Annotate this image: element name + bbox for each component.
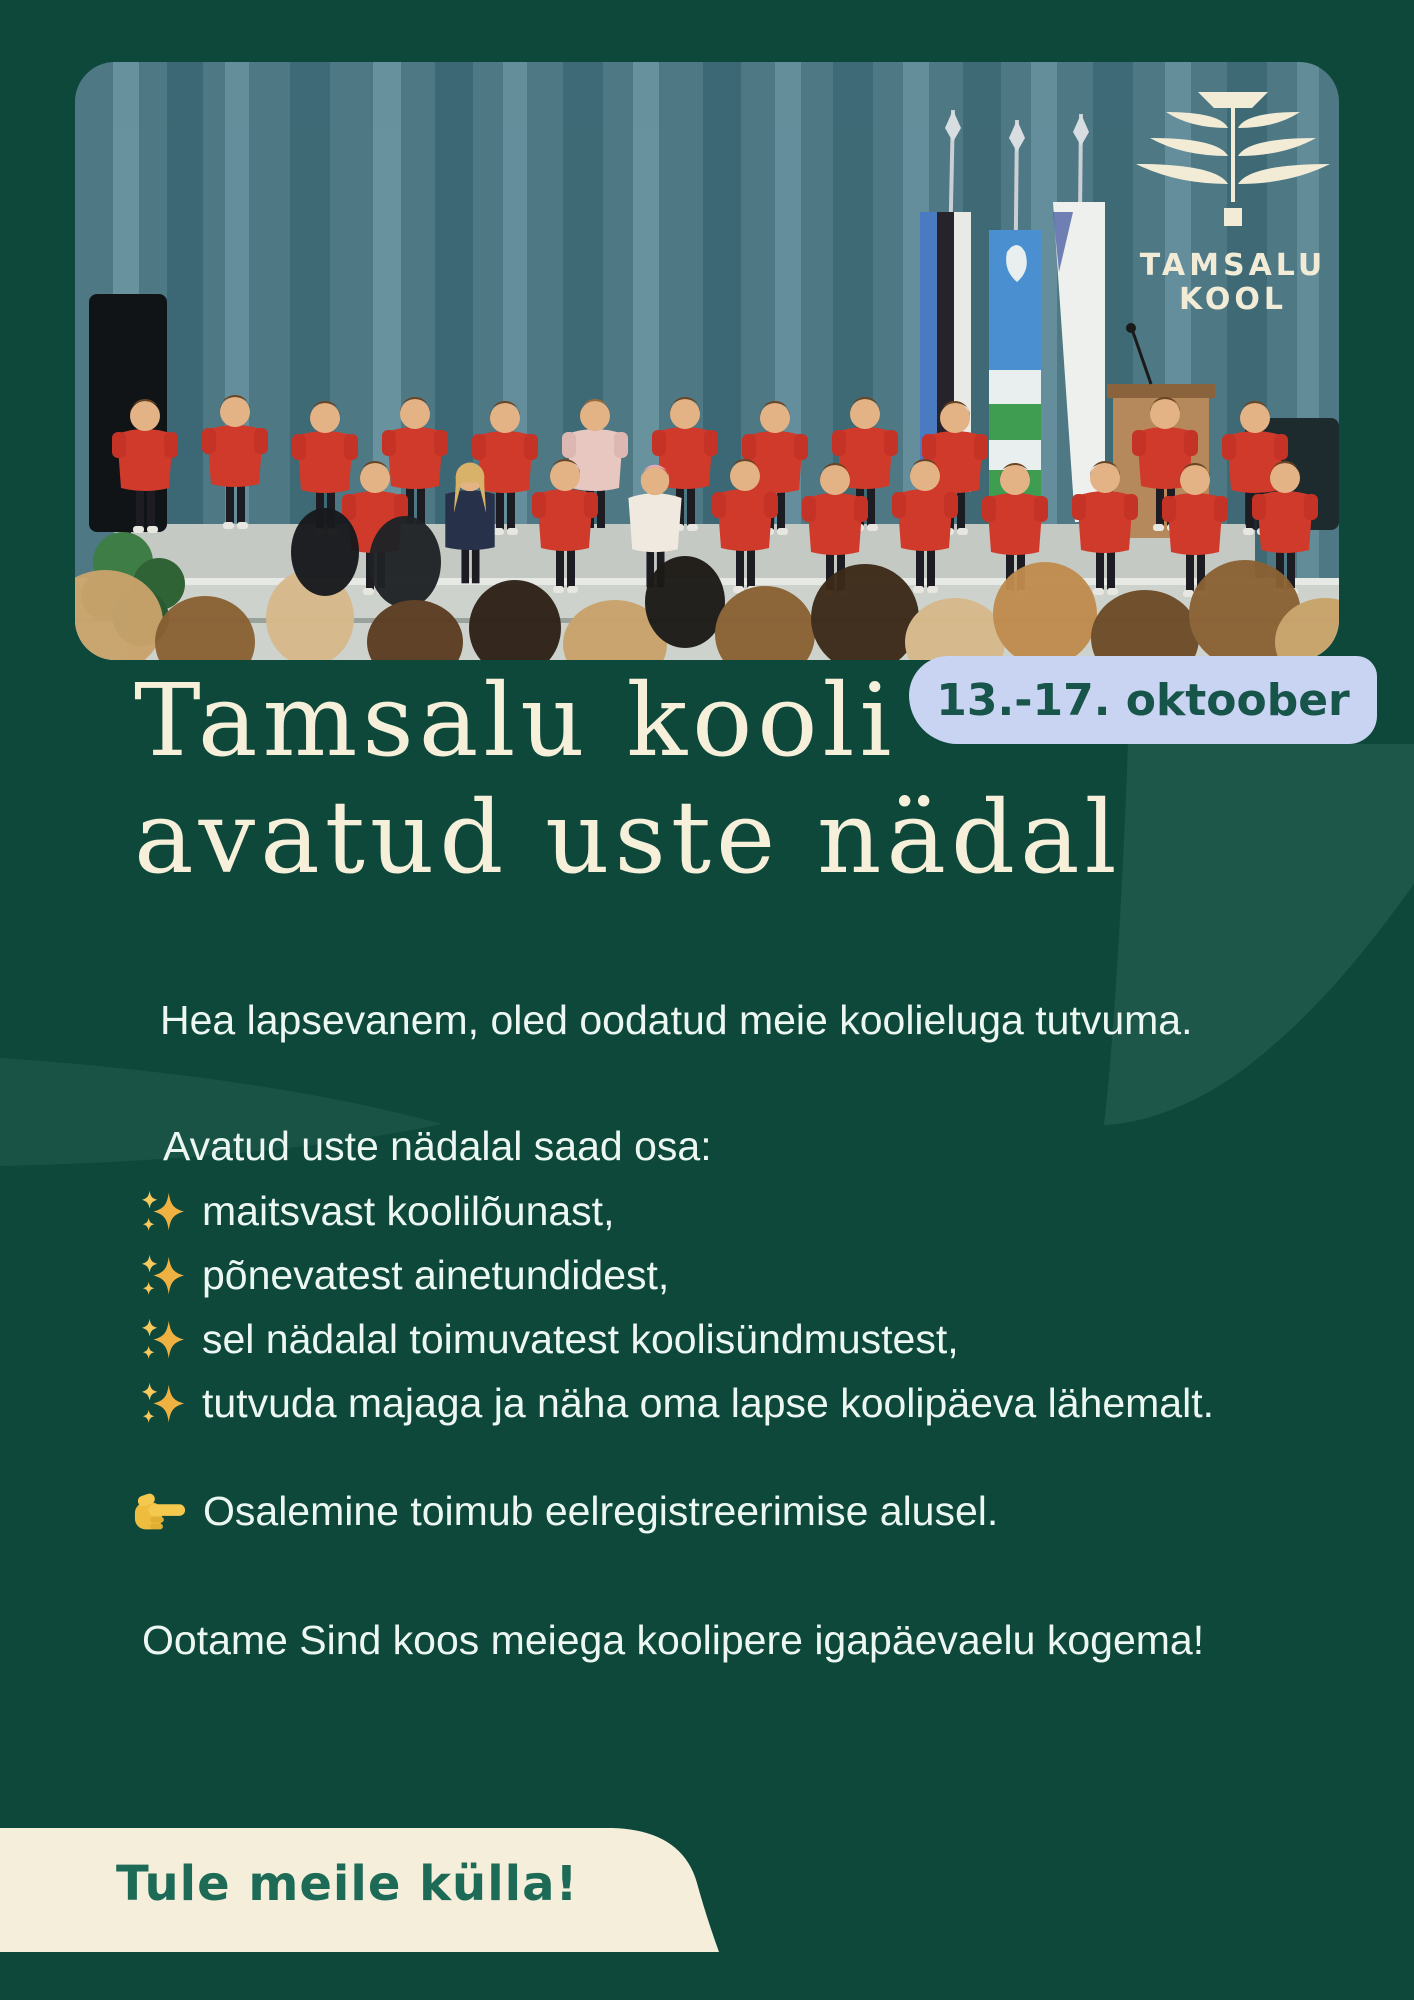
registration-note-text: Osalemine toimub eelregistreerimise alusel. (203, 1488, 999, 1535)
tree-logo-icon (1128, 84, 1338, 234)
sparkle-icon (140, 1253, 186, 1299)
registration-note (133, 1486, 998, 1538)
sparkle-icon (140, 1317, 186, 1363)
list-item (140, 1244, 669, 1308)
intro-text: Hea lapsevanem, oled oodatud meie koolieluga tutvuma. (160, 997, 1193, 1043)
list-item (140, 1372, 1214, 1436)
date-badge-label: 13.-17. oktoober (936, 674, 1350, 726)
logo-text-line1: TAMSALU (1139, 248, 1327, 283)
footer-cta-label: Tule meile külla! (116, 1856, 579, 1912)
logo-text-line2: KOOL (1178, 281, 1288, 317)
closing-text: Ootame Sind koos meiega koolipere igapäevaelu kogema! (142, 1617, 1205, 1663)
list-item (140, 1308, 959, 1372)
list-item-text: põnevatest ainetundidest, (202, 1252, 670, 1299)
sparkle-icon (140, 1381, 186, 1427)
page-title-line1: Tamsalu kooli (134, 662, 897, 779)
sparkle-icon (140, 1189, 186, 1235)
page-title-line2: avatud uste nädal (134, 779, 1122, 896)
school-logo (1128, 84, 1338, 316)
list-item-text: sel nädalal toimuvatest koolisündmustest, (202, 1316, 959, 1363)
list-item-text: tutvuda majaga ja näha oma lapse koolipäeva lähemalt. (202, 1380, 1214, 1427)
list-heading: Avatud uste nädalal saad osa: (163, 1123, 712, 1169)
list-item (140, 1180, 614, 1244)
page-title (134, 662, 1122, 896)
pointing-right-icon (133, 1490, 187, 1534)
list-item-text: maitsvast koolilõunast, (202, 1188, 615, 1235)
